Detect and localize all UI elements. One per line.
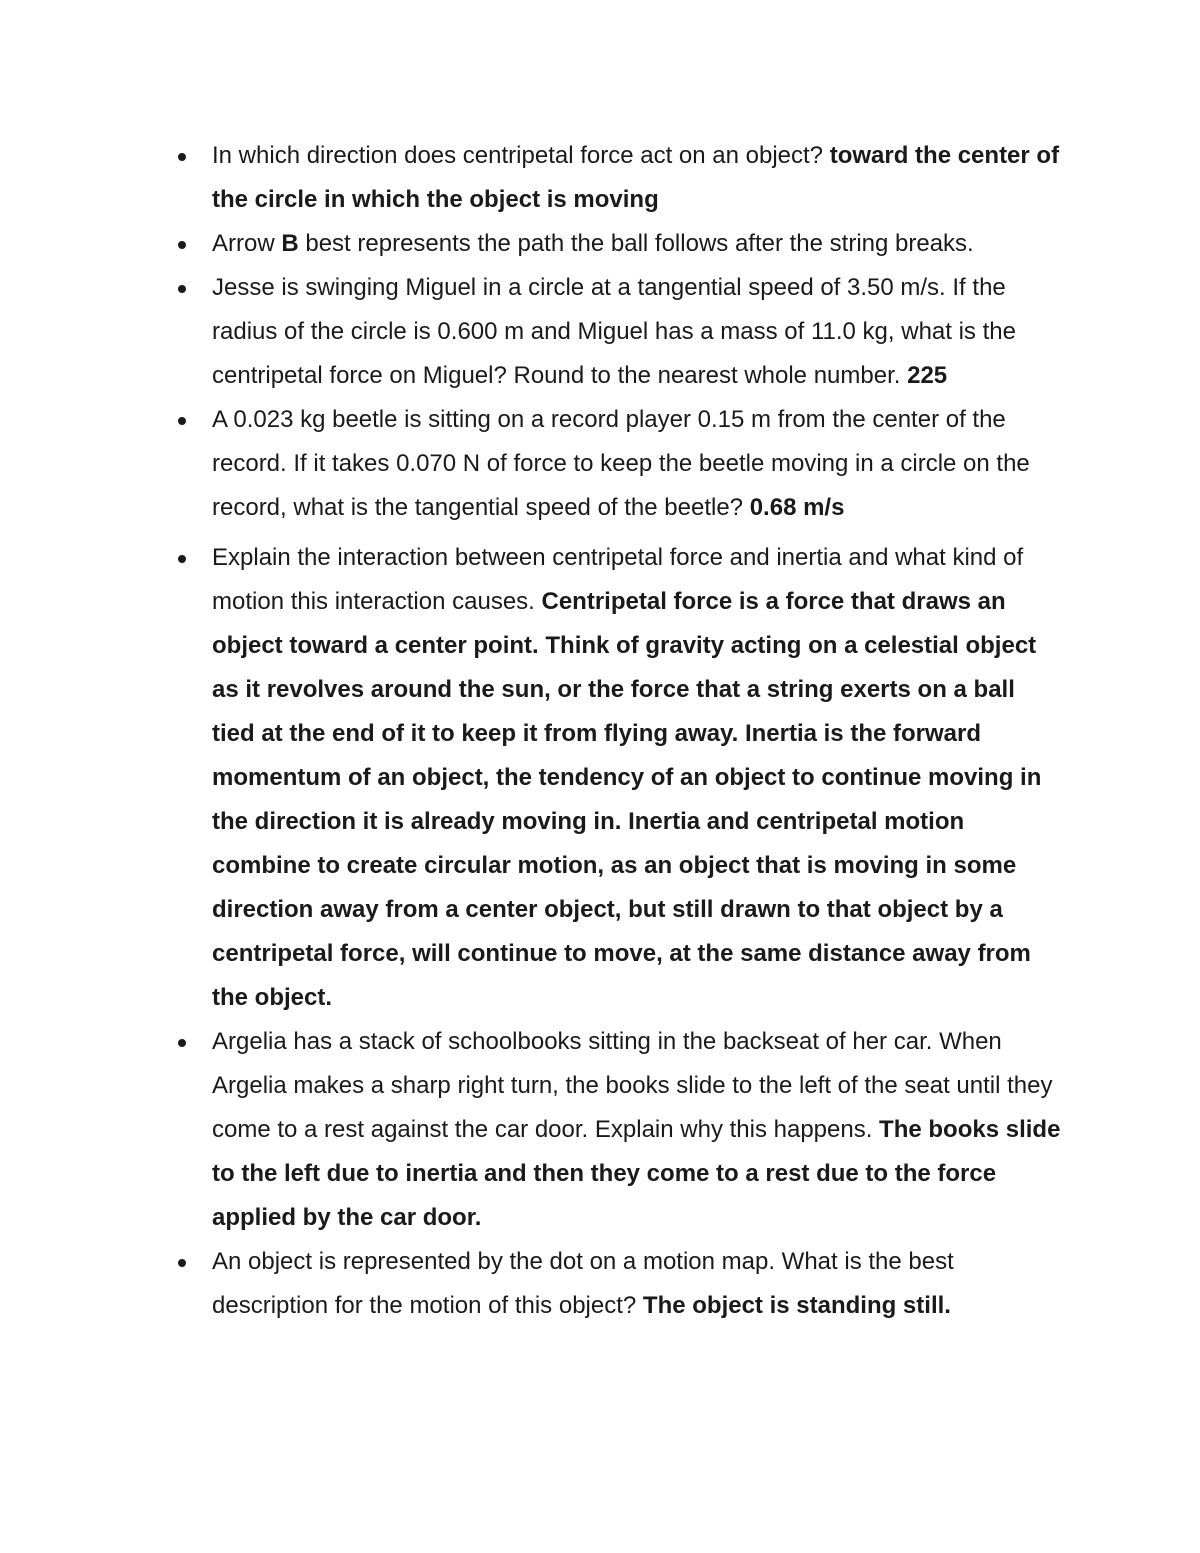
list-item xyxy=(212,1240,1062,1328)
bullet-icon xyxy=(178,153,186,161)
question-text: Explain the interaction between centripetal force and inertia and what kind of motion this interaction causes. xyxy=(212,544,1024,615)
answer-text: The object is standing still. xyxy=(642,1292,951,1319)
answer-text: toward the center of the circle in which the object is moving xyxy=(212,142,1060,213)
question-text: An object is represented by the dot on a motion map. What is the best description for the motion of this object? xyxy=(212,1248,954,1319)
bullet-icon xyxy=(178,555,186,563)
bullet-icon xyxy=(178,1039,186,1047)
answer-text: 0.68 m/s xyxy=(749,494,845,521)
statement-text-end: best represents the path the ball follows after the string breaks. xyxy=(298,230,974,257)
list-item xyxy=(212,1020,1062,1240)
answer-text: Centripetal force is a force that draws an object toward a center point. Think of gravity acting on a celestial object as it revolves around the sun, or the force that a string exerts on a ball tied at the end of it to keep it from flying away. Inertia is the forward momentum of an object, the tendency of an object to continue moving in the direction it is already moving in. Inertia and centripetal motion combine to create circular motion, as an object that is moving in some direction away from a center object, but still drawn to that object by a centripetal force, will continue to move, at the same distance away from the object. xyxy=(212,588,1042,1011)
list-item xyxy=(212,134,1062,222)
arrow-label: B xyxy=(281,230,299,257)
bullet-icon xyxy=(178,285,186,293)
list-item xyxy=(212,266,1062,398)
question-text: A 0.023 kg beetle is sitting on a record player 0.15 m from the center of the record. If it takes 0.070 N of force to keep the beetle moving in a circle on the record, what is the tangential speed of the beetle? xyxy=(212,406,1030,521)
list-item xyxy=(212,536,1062,1020)
bullet-icon xyxy=(178,417,186,425)
bullet-icon xyxy=(178,241,186,249)
question-text: In which direction does centripetal force act on an object? xyxy=(212,142,830,169)
bullet-icon xyxy=(178,1259,186,1267)
answer-text: 225 xyxy=(907,362,948,389)
question-text: Argelia has a stack of schoolbooks sitting in the backseat of her car. When Argelia makes a sharp right turn, the books slide to the left of the seat until they come to a rest against the car door. Explain why this happens. xyxy=(212,1028,1053,1143)
list-item xyxy=(212,222,1062,266)
statement-text-start: Arrow xyxy=(212,230,282,257)
question-list xyxy=(212,134,1062,1328)
list-item xyxy=(212,398,1062,530)
answer-text: The books slide to the left due to inertia and then they come to a rest due to the force applied by the car door. xyxy=(212,1116,1061,1231)
question-text: Jesse is swinging Miguel in a circle at a tangential speed of 3.50 m/s. If the radius of the circle is 0.600 m and Miguel has a mass of 11.0 kg, what is the centripetal force on Miguel? Round to the nearest whole number. xyxy=(212,274,1016,389)
